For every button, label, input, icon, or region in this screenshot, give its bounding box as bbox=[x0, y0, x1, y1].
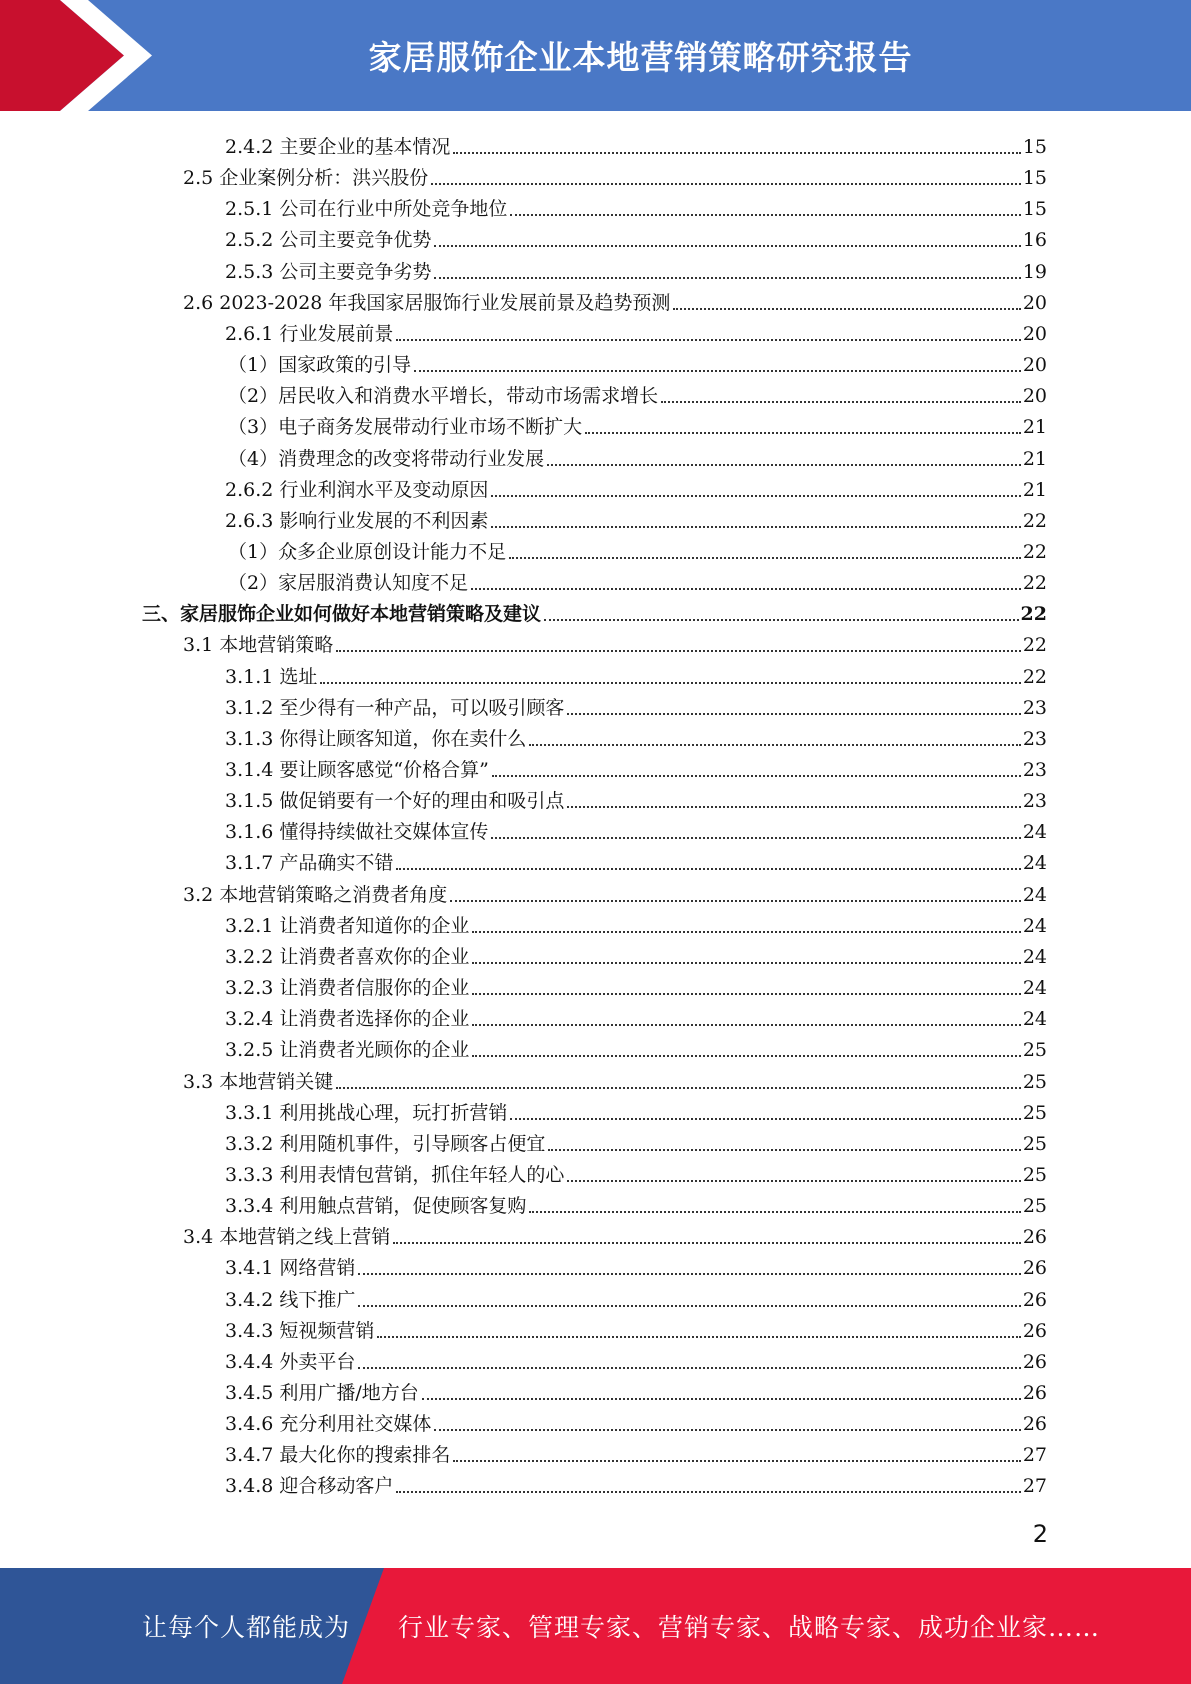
toc-entry-title: 3.4.5 利用广播/地方台 bbox=[225, 1382, 419, 1404]
toc-entry-title: 3.1.2 至少得有一种产品，可以吸引顾客 bbox=[225, 696, 565, 719]
toc-entry-page: 20 bbox=[1022, 322, 1047, 345]
toc-dot-leader bbox=[529, 744, 1020, 746]
toc-dot-leader bbox=[396, 339, 1020, 341]
toc-dot-leader bbox=[529, 1211, 1020, 1213]
toc-dot-leader bbox=[472, 993, 1020, 995]
toc-entry-page: 27 bbox=[1022, 1444, 1047, 1467]
toc-dot-leader bbox=[567, 1180, 1020, 1182]
toc-entry-page: 23 bbox=[1022, 696, 1047, 719]
toc-entry-title: 2.5.3 公司主要竞争劣势 bbox=[225, 260, 432, 283]
toc-entry-page: 21 bbox=[1022, 416, 1047, 439]
toc-dot-leader bbox=[414, 370, 1021, 372]
toc-entry-title: 3.4.2 线下推广 bbox=[225, 1288, 356, 1311]
toc-entry[interactable] bbox=[225, 1125, 1047, 1156]
toc-entry[interactable] bbox=[183, 626, 1047, 657]
page-header bbox=[0, 0, 1191, 111]
toc-entry[interactable] bbox=[225, 969, 1047, 1000]
header-arrow-shape bbox=[0, 0, 160, 111]
toc-dot-leader bbox=[434, 245, 1020, 247]
toc-entry-title: 3.4.6 充分利用社交媒体 bbox=[225, 1413, 432, 1436]
toc-dot-leader bbox=[567, 713, 1020, 715]
toc-dot-leader bbox=[491, 837, 1020, 839]
toc-entry-page: 25 bbox=[1022, 1039, 1047, 1062]
toc-dot-leader bbox=[585, 432, 1021, 434]
toc-dot-leader bbox=[472, 962, 1020, 964]
toc-entry-page: 16 bbox=[1022, 229, 1047, 252]
toc-entry-page: 20 bbox=[1022, 291, 1047, 314]
toc-entry-title: 三、家居服饰企业如何做好本地营销策略及建议 bbox=[142, 603, 542, 626]
toc-dot-leader bbox=[358, 1305, 1020, 1307]
toc-entry-title: 3.2.2 让消费者喜欢你的企业 bbox=[225, 945, 470, 968]
toc-dot-leader bbox=[509, 557, 1021, 559]
toc-entry[interactable] bbox=[225, 1281, 1047, 1312]
toc-entry[interactable] bbox=[225, 938, 1047, 969]
toc-entry[interactable] bbox=[225, 1031, 1047, 1062]
toc-entry-title: 3.1.7 产品确实不错 bbox=[225, 852, 394, 875]
toc-entry-title: 2.6.1 行业发展前景 bbox=[225, 322, 394, 345]
toc-entry[interactable] bbox=[225, 751, 1047, 782]
toc-entry-page: 22 bbox=[1022, 665, 1047, 688]
toc-entry-title: 3.3.1 利用挑战心理，玩打折营销 bbox=[225, 1101, 508, 1124]
toc-entry-title: 3.1.5 做促销要有一个好的理由和吸引点 bbox=[225, 790, 565, 813]
toc-entry-page: 26 bbox=[1022, 1226, 1047, 1249]
toc-entry-page: 24 bbox=[1022, 821, 1047, 844]
toc-dot-leader bbox=[491, 495, 1020, 497]
toc-entry-page: 24 bbox=[1022, 1008, 1047, 1031]
toc-entry[interactable] bbox=[183, 876, 1047, 907]
toc-entry-title: 3.2.4 让消费者选择你的企业 bbox=[225, 1008, 470, 1031]
toc-entry[interactable] bbox=[225, 221, 1047, 252]
toc-dot-leader bbox=[336, 650, 1021, 652]
toc-entry-title: 3.4.8 迎合移动客户 bbox=[225, 1475, 394, 1498]
toc-dot-leader bbox=[434, 277, 1020, 279]
toc-entry-page: 26 bbox=[1022, 1319, 1047, 1342]
toc-entry-page: 20 bbox=[1022, 354, 1047, 377]
toc-entry[interactable] bbox=[183, 1063, 1047, 1094]
toc-entry-page: 24 bbox=[1022, 977, 1047, 1000]
toc-entry-title: 3.2 本地营销策略之消费者角度 bbox=[183, 883, 448, 906]
toc-entry[interactable] bbox=[228, 440, 1047, 471]
toc-entry[interactable] bbox=[225, 190, 1047, 221]
toc-dot-leader bbox=[336, 1087, 1021, 1089]
toc-entry[interactable] bbox=[183, 284, 1047, 315]
toc-entry[interactable] bbox=[225, 1094, 1047, 1125]
toc-entry-title: 3.1.6 懂得持续做社交媒体宣传 bbox=[225, 821, 489, 844]
toc-entry-page: 24 bbox=[1022, 914, 1047, 937]
toc-entry-title: 3.4 本地营销之线上营销 bbox=[183, 1226, 391, 1249]
toc-dot-leader bbox=[453, 1460, 1020, 1462]
toc-entry[interactable] bbox=[225, 1405, 1047, 1436]
toc-entry[interactable] bbox=[225, 1436, 1047, 1467]
toc-entry-title: 3.4.4 外卖平台 bbox=[225, 1350, 356, 1373]
toc-entry-title: 3.3.2 利用随机事件，引导顾客占便宜 bbox=[225, 1132, 546, 1155]
toc-entry[interactable] bbox=[225, 471, 1047, 502]
toc-dot-leader bbox=[393, 1242, 1021, 1244]
toc-entry[interactable] bbox=[225, 502, 1047, 533]
toc-entry-page: 24 bbox=[1022, 945, 1047, 968]
toc-entry-title: 3.2.3 让消费者信服你的企业 bbox=[225, 977, 470, 1000]
toc-entry[interactable] bbox=[225, 720, 1047, 751]
toc-entry-title: 3.1 本地营销策略 bbox=[183, 634, 334, 657]
toc-entry-page: 20 bbox=[1022, 385, 1047, 408]
toc-entry-page: 22 bbox=[1022, 572, 1047, 595]
toc-entry-title: 3.1.4 要让顾客感觉“价格合算” bbox=[225, 759, 489, 781]
toc-entry[interactable] bbox=[225, 1312, 1047, 1343]
toc-entry[interactable] bbox=[183, 159, 1047, 190]
toc-entry[interactable] bbox=[225, 1249, 1047, 1280]
toc-entry-page: 25 bbox=[1022, 1195, 1047, 1218]
toc-entry[interactable] bbox=[225, 907, 1047, 938]
toc-dot-leader bbox=[510, 214, 1020, 216]
toc-entry-page: 15 bbox=[1022, 198, 1047, 221]
toc-entry-page: 24 bbox=[1022, 852, 1047, 875]
toc-entry[interactable] bbox=[225, 813, 1047, 844]
toc-dot-leader bbox=[673, 308, 1020, 310]
toc-dot-leader bbox=[547, 464, 1021, 466]
toc-entry-title: （1）众多企业原创设计能力不足 bbox=[228, 540, 507, 563]
toc-entry-title: 3.3.4 利用触点营销，促使顾客复购 bbox=[225, 1195, 527, 1218]
toc-entry-title: （4）消费理念的改变将带动行业发展 bbox=[228, 447, 545, 470]
toc-entry-page: 26 bbox=[1022, 1288, 1047, 1311]
toc-dot-leader bbox=[472, 1024, 1020, 1026]
toc-entry-page: 26 bbox=[1022, 1257, 1047, 1280]
toc-entry[interactable] bbox=[183, 1218, 1047, 1249]
toc-entry-title: 3.3.3 利用表情包营销，抓住年轻人的心 bbox=[225, 1163, 565, 1186]
toc-dot-leader bbox=[491, 526, 1020, 528]
toc-entry-page: 15 bbox=[1022, 167, 1047, 190]
toc-entry-page: 23 bbox=[1022, 727, 1047, 750]
toc-entry-page: 21 bbox=[1022, 478, 1047, 501]
toc-entry[interactable] bbox=[225, 1000, 1047, 1031]
toc-entry-title: 3.1.1 选址 bbox=[225, 665, 318, 688]
toc-entry[interactable] bbox=[228, 564, 1047, 595]
toc-entry[interactable] bbox=[225, 658, 1047, 689]
toc-entry[interactable] bbox=[225, 782, 1047, 813]
toc-dot-leader bbox=[396, 868, 1020, 870]
toc-dot-leader bbox=[510, 1118, 1020, 1120]
toc-entry[interactable] bbox=[225, 128, 1047, 159]
toc-entry-title: 2.5 企业案例分析：洪兴股份 bbox=[183, 167, 429, 190]
toc-entry-title: 3.4.1 网络营销 bbox=[225, 1257, 356, 1280]
footer-slogan-left: 让每个人都能成为 bbox=[142, 1613, 351, 1642]
toc-entry[interactable] bbox=[142, 595, 1047, 626]
toc-entry-title: 2.6.3 影响行业发展的不利因素 bbox=[225, 509, 489, 532]
toc-entry-page: 25 bbox=[1022, 1070, 1047, 1093]
toc-entry-page: 22 bbox=[1022, 540, 1047, 563]
toc-dot-leader bbox=[453, 152, 1020, 154]
toc-entry-title: 3.3 本地营销关键 bbox=[183, 1070, 334, 1093]
toc-dot-leader bbox=[548, 1149, 1020, 1151]
toc-entry-title: 3.2.1 让消费者知道你的企业 bbox=[225, 914, 470, 937]
toc-entry[interactable] bbox=[225, 1467, 1047, 1498]
toc-dot-leader bbox=[431, 183, 1021, 185]
toc-entry-page: 23 bbox=[1022, 790, 1047, 813]
toc-entry-title: （1）国家政策的引导 bbox=[228, 354, 412, 377]
page-footer bbox=[0, 1568, 1191, 1684]
toc-dot-leader bbox=[471, 588, 1021, 590]
toc-entry-page: 27 bbox=[1022, 1475, 1047, 1498]
toc-entry[interactable] bbox=[228, 377, 1047, 408]
toc-entry[interactable] bbox=[228, 408, 1047, 439]
toc-entry[interactable] bbox=[225, 1187, 1047, 1218]
toc-entry-page: 23 bbox=[1022, 759, 1047, 781]
toc-dot-leader bbox=[472, 931, 1020, 933]
toc-dot-leader bbox=[661, 401, 1021, 403]
toc-entry-title: 3.2.5 让消费者光顾你的企业 bbox=[225, 1039, 470, 1062]
toc-entry-page: 26 bbox=[1022, 1413, 1047, 1436]
toc-dot-leader bbox=[358, 1273, 1020, 1275]
toc-entry-page: 22 bbox=[1022, 634, 1047, 657]
toc-entry-page: 25 bbox=[1022, 1163, 1047, 1186]
toc-dot-leader bbox=[422, 1398, 1021, 1400]
toc-entry-page: 26 bbox=[1022, 1382, 1047, 1404]
toc-dot-leader bbox=[492, 775, 1021, 777]
toc-entry-page: 25 bbox=[1022, 1132, 1047, 1155]
toc-entry-page: 19 bbox=[1022, 260, 1047, 283]
toc-entry-page: 21 bbox=[1022, 447, 1047, 470]
toc-entry[interactable] bbox=[225, 315, 1047, 346]
toc-entry-title: （2）居民收入和消费水平增长，带动市场需求增长 bbox=[228, 385, 659, 408]
toc-entry-page: 26 bbox=[1022, 1350, 1047, 1373]
toc-entry-page: 15 bbox=[1022, 136, 1047, 158]
toc-entry-title: 3.4.3 短视频营销 bbox=[225, 1319, 375, 1342]
toc-entry-page: 24 bbox=[1022, 883, 1047, 906]
toc-entry-title: 3.1.3 你得让顾客知道，你在卖什么 bbox=[225, 727, 527, 750]
toc-entry-title: 2.5.2 公司主要竞争优势 bbox=[225, 229, 432, 252]
toc-dot-leader bbox=[567, 806, 1020, 808]
toc-dot-leader bbox=[434, 1429, 1020, 1431]
toc-entry-title: 2.6 2023-2028 年我国家居服饰行业发展前景及趋势预测 bbox=[183, 291, 671, 314]
footer-slogan-right: 行业专家、管理专家、营销专家、战略专家、成功企业家…… bbox=[398, 1613, 1101, 1642]
toc-entry-title: 3.4.7 最大化你的搜索排名 bbox=[225, 1444, 451, 1467]
toc-entry[interactable] bbox=[225, 1374, 1047, 1405]
toc-entry-title: 2.4.2 主要企业的基本情况 bbox=[225, 136, 451, 158]
toc-entry-title: 2.5.1 公司在行业中所处竞争地位 bbox=[225, 198, 508, 221]
toc-entry[interactable] bbox=[225, 844, 1047, 875]
toc-dot-leader bbox=[320, 682, 1020, 684]
toc-dot-leader bbox=[396, 1491, 1020, 1493]
toc-entry[interactable] bbox=[225, 1343, 1047, 1374]
report-title: 家居服饰企业本地营销策略研究报告 bbox=[368, 38, 913, 77]
toc-entry[interactable] bbox=[225, 253, 1047, 284]
page-number: 2 bbox=[1032, 1520, 1048, 1548]
toc-entry-page: 22 bbox=[1022, 509, 1047, 532]
toc-entry-page: 25 bbox=[1022, 1101, 1047, 1124]
toc-entry-title: 2.6.2 行业利润水平及变动原因 bbox=[225, 478, 489, 501]
toc-dot-leader bbox=[472, 1055, 1020, 1057]
toc-dot-leader bbox=[377, 1336, 1020, 1338]
toc-dot-leader bbox=[358, 1367, 1020, 1369]
toc-entry[interactable] bbox=[228, 346, 1047, 377]
toc-dot-leader bbox=[544, 619, 1019, 621]
toc-entry-page: 22 bbox=[1020, 603, 1047, 626]
toc-dot-leader bbox=[450, 900, 1021, 902]
toc-entry[interactable] bbox=[225, 1156, 1047, 1187]
toc-entry-title: （3）电子商务发展带动行业市场不断扩大 bbox=[228, 416, 583, 439]
toc-entry-title: （2）家居服消费认知度不足 bbox=[228, 572, 469, 595]
toc-entry[interactable] bbox=[225, 689, 1047, 720]
toc-entry[interactable] bbox=[228, 533, 1047, 564]
